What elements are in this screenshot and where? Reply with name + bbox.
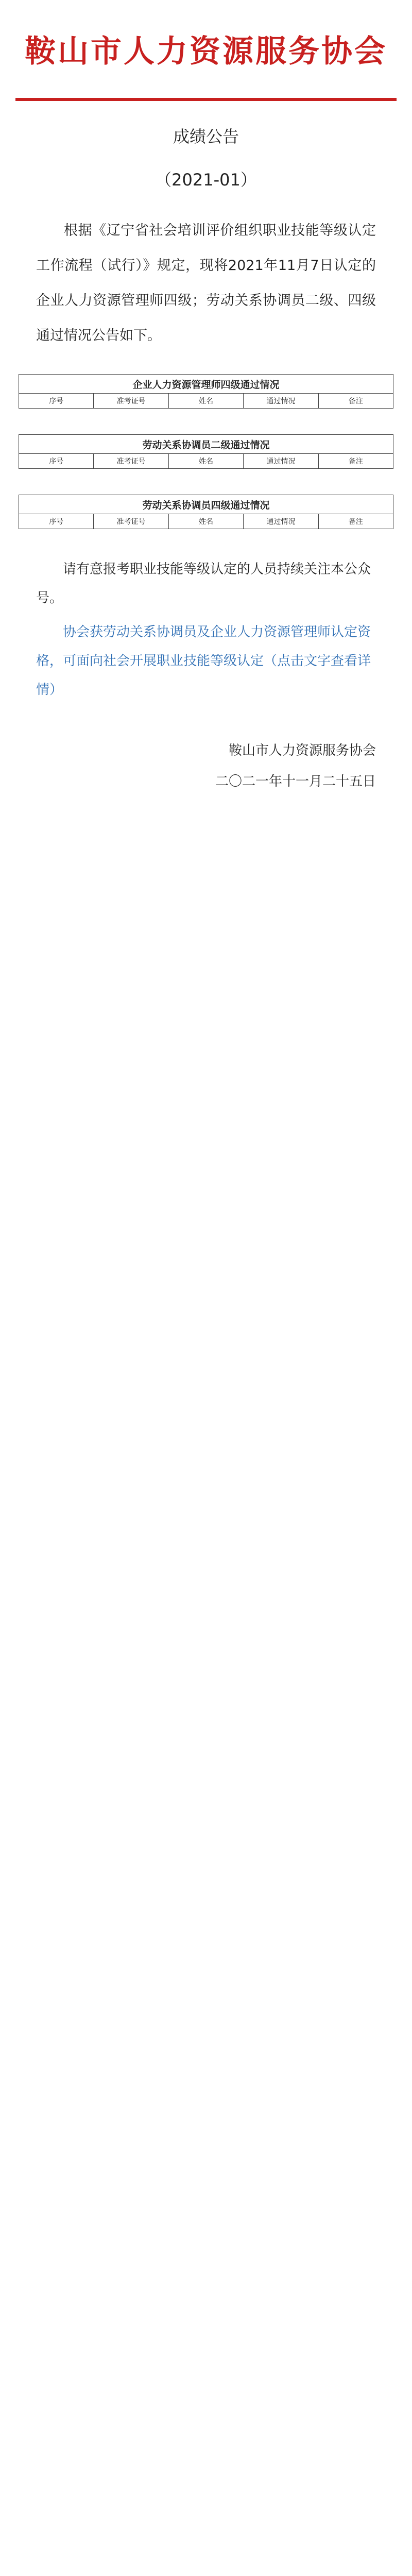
signature-org: 鞍山市人力资源服务协会 bbox=[228, 743, 376, 758]
col-header: 序号 bbox=[19, 514, 94, 529]
notice-title: 成绩公告 bbox=[173, 127, 239, 146]
table-labor-relations-level2 bbox=[19, 434, 393, 469]
table-hr-manager-level4 bbox=[19, 374, 393, 409]
col-header: 备注 bbox=[318, 394, 393, 409]
col-header: 姓名 bbox=[168, 394, 243, 409]
org-title: 鞍山市人力资源服务协会 bbox=[25, 33, 387, 70]
col-header: 准考证号 bbox=[94, 394, 168, 409]
col-header: 准考证号 bbox=[94, 454, 168, 469]
red-divider bbox=[15, 98, 397, 101]
signature-block bbox=[0, 735, 376, 797]
col-header: 姓名 bbox=[168, 454, 243, 469]
signature-date: 二〇二一年十一月二十五日 bbox=[215, 774, 376, 789]
table-labor-relations-level4 bbox=[19, 495, 393, 529]
intro-paragraph: 根据《辽宁省社会培训评价组织职业技能等级认定工作流程（试行）》规定，现将2021年11月7日认定的企业人力资源管理师四级；劳动关系协调员二级、四级通过情况公告如下。 bbox=[36, 223, 376, 344]
col-header: 备注 bbox=[318, 514, 393, 529]
col-header: 备注 bbox=[318, 454, 393, 469]
table-caption: 劳动关系协调员二级通过情况 bbox=[19, 435, 393, 454]
col-header: 姓名 bbox=[168, 514, 243, 529]
col-header: 准考证号 bbox=[94, 514, 168, 529]
col-header: 序号 bbox=[19, 394, 94, 409]
col-header: 通过情况 bbox=[244, 514, 318, 529]
col-header: 通过情况 bbox=[244, 454, 318, 469]
table-caption: 企业人力资源管理师四级通过情况 bbox=[19, 375, 393, 394]
qualification-link[interactable]: 协会获劳动关系协调员及企业人力资源管理师认定资格，可面向社会开展职业技能等级认定（点击文字查看详情） bbox=[36, 624, 371, 698]
col-header: 通过情况 bbox=[244, 394, 318, 409]
notice-number: （2021-01） bbox=[155, 170, 257, 190]
follow-note: 请有意报考职业技能等级认定的人员持续关注本公众号。 bbox=[36, 562, 371, 606]
table-caption: 劳动关系协调员四级通过情况 bbox=[19, 495, 393, 514]
header bbox=[0, 0, 412, 98]
col-header: 序号 bbox=[19, 454, 94, 469]
